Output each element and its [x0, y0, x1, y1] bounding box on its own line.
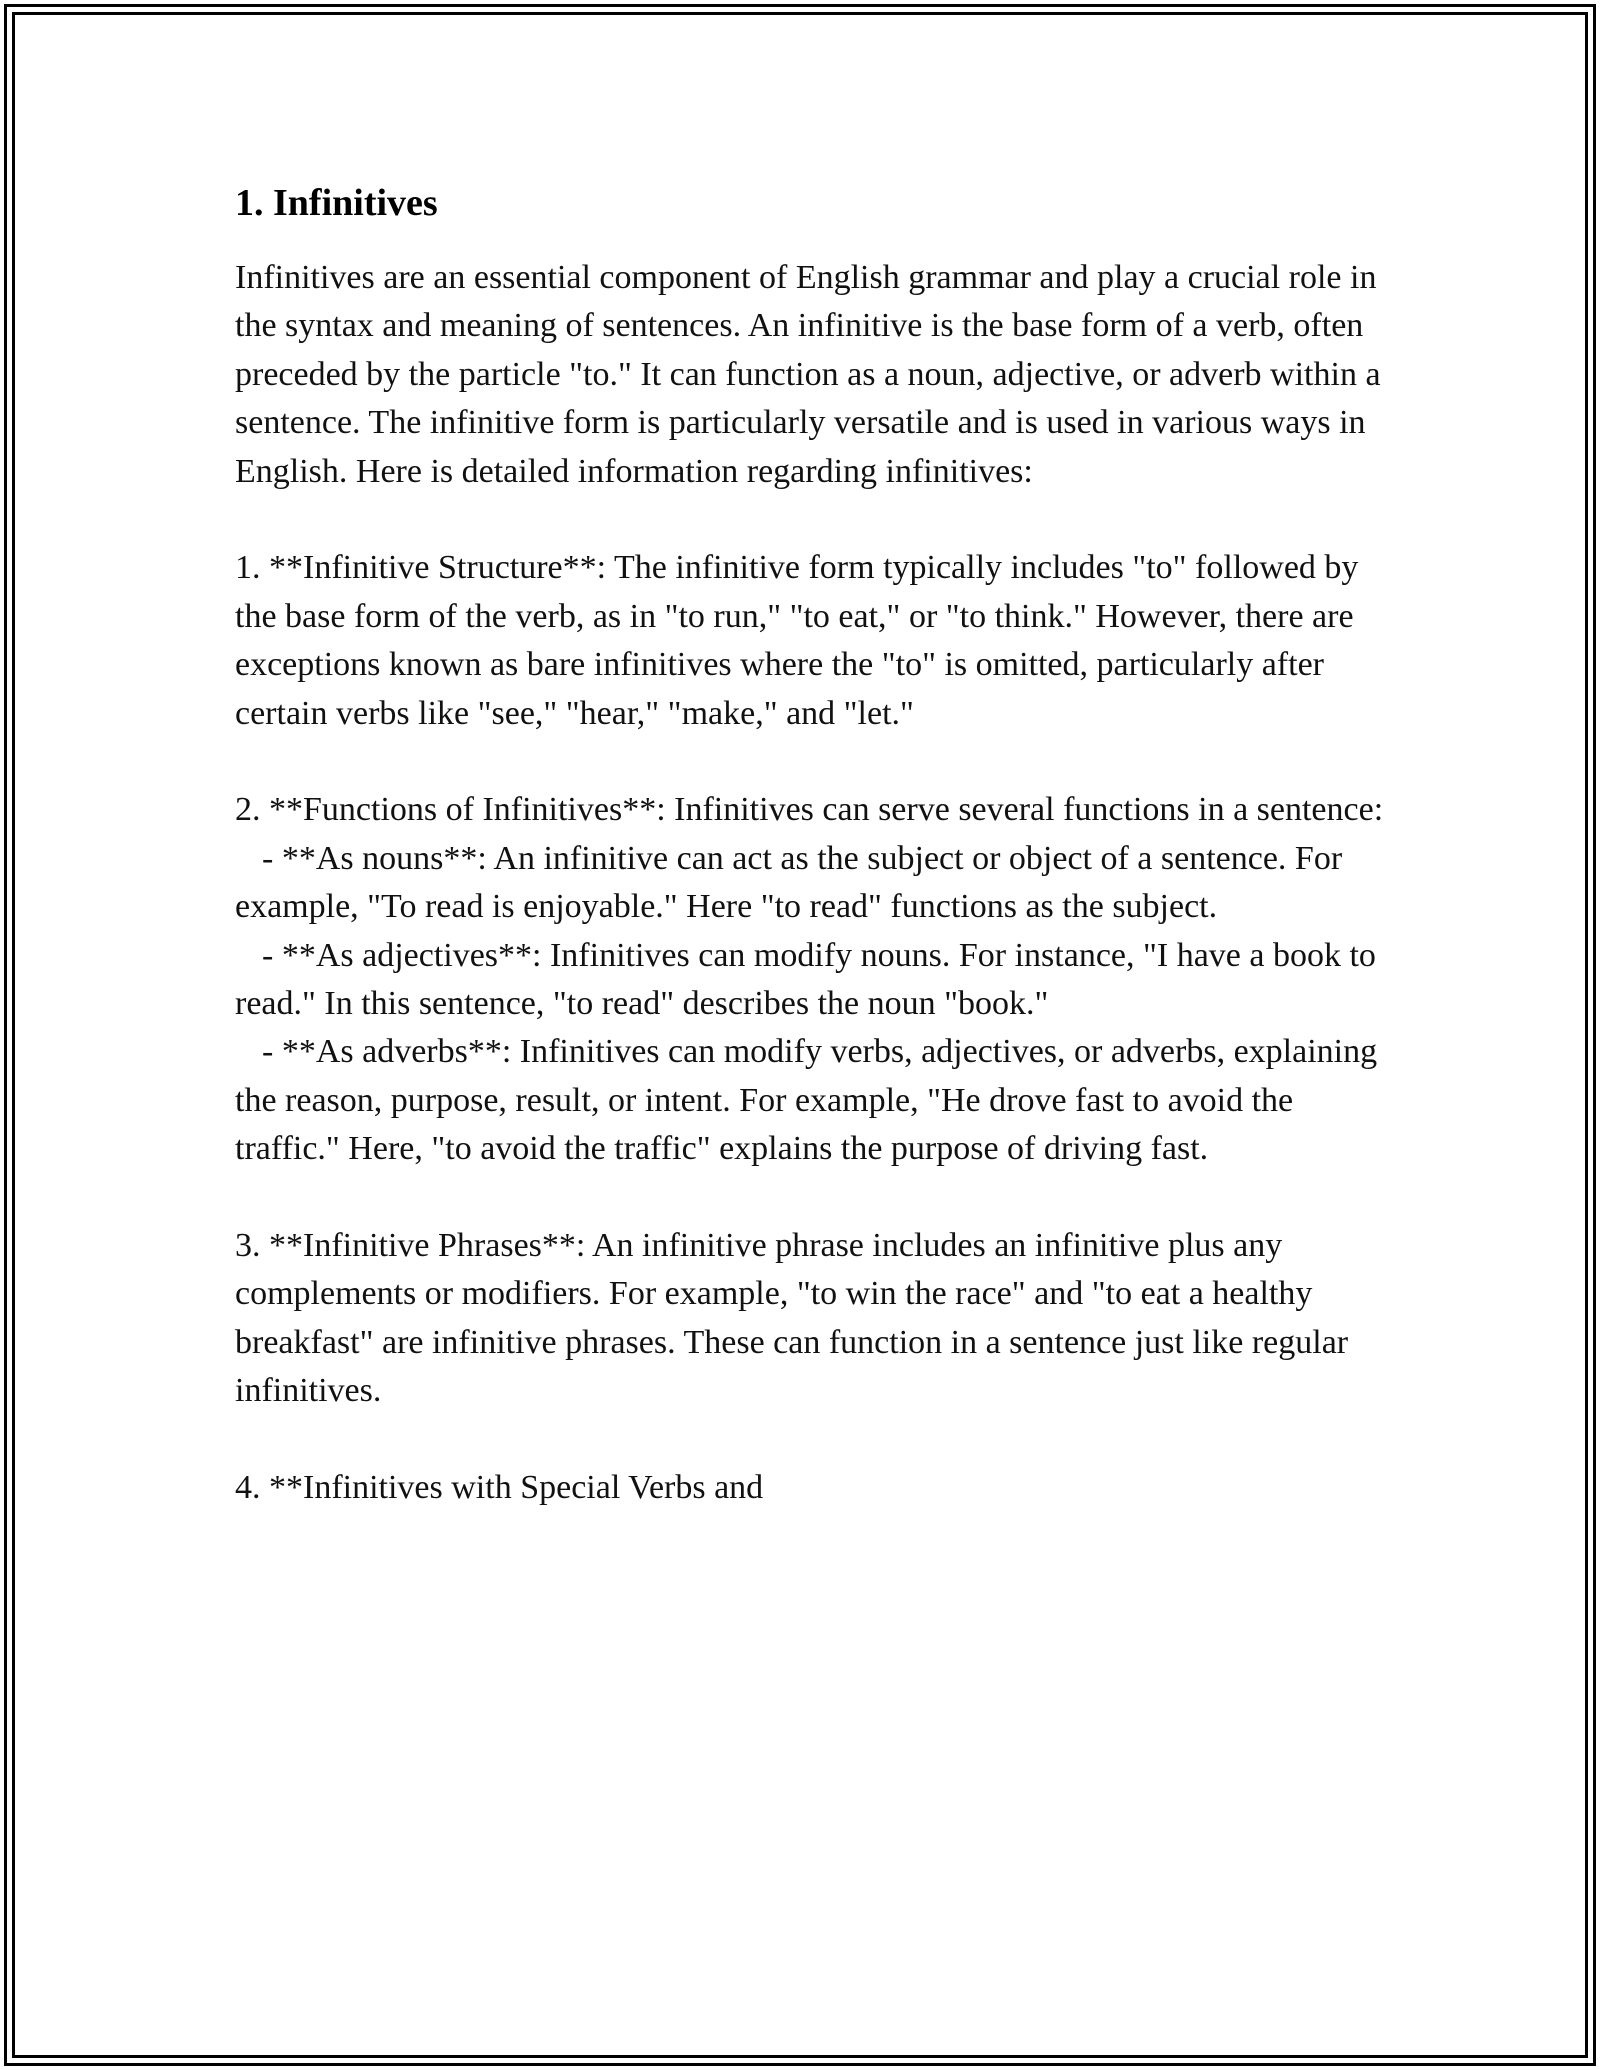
paragraph-gap: [235, 1416, 1395, 1464]
section-functions-nouns: [235, 835, 1395, 932]
document-body: [235, 180, 1395, 1513]
section-infinitive-structure: 1. **Infinitive Structure**: The infinitive form typically includes "to" followed by the base form of the verb, as in "to run," "to eat," or "to think." However, there are exceptions known as bare infinitives where the "to" is omitted, particularly after certain verbs like "see," "hear," "make," and "let.": [235, 549, 1367, 732]
paragraph-gap: [235, 496, 1395, 544]
section-functions-adjectives: [235, 932, 1395, 1029]
bullet-as-adjectives: - **As adjectives**: Infinitives can modify nouns. For instance, "I have a book to read." In this sentence, "to read" describes the noun "book.": [235, 936, 1385, 1023]
section-functions-heading: 2. **Functions of Infinitives**: Infinitives can serve several functions in a sentence:: [235, 791, 1384, 829]
paragraph-gap: [235, 738, 1395, 786]
section-special-verbs: 4. **Infinitives with Special Verbs and: [235, 1469, 764, 1507]
intro-paragraph: Infinitives are an essential component of English grammar and play a crucial role in the syntax and meaning of sentences. An infinitive is the base form of a verb, often preceded by the particle "to." It can function as a noun, adjective, or adverb within a sentence. The infinitive form is particularly versatile and is used in various ways in English. Here is detailed information regarding infinitives:: [235, 259, 1390, 490]
document-title: 1. Infinitives: [235, 182, 438, 224]
bullet-as-adverbs: - **As adverbs**: Infinitives can modify verbs, adjectives, or adverbs, explaining the reason, purpose, result, or intent. For example, "He drove fast to avoid the traffic." Here, "to avoid the traffic" explains the purpose of driving fast.: [235, 1033, 1386, 1168]
section-infinitive-phrases: 3. **Infinitive Phrases**: An infinitive phrase includes an infinitive plus any complements or modifiers. For example, "to win the race" and "to eat a healthy breakfast" are infinitive phrases. These can function in a sentence just like regular infinitives.: [235, 1227, 1357, 1410]
paragraph-gap: [235, 1174, 1395, 1222]
bullet-as-nouns: - **As nouns**: An infinitive can act as the subject or object of a sentence. For example, "To read is enjoyable." Here "to read" functions as the subject.: [235, 839, 1351, 926]
section-functions-adverbs: [235, 1028, 1395, 1173]
